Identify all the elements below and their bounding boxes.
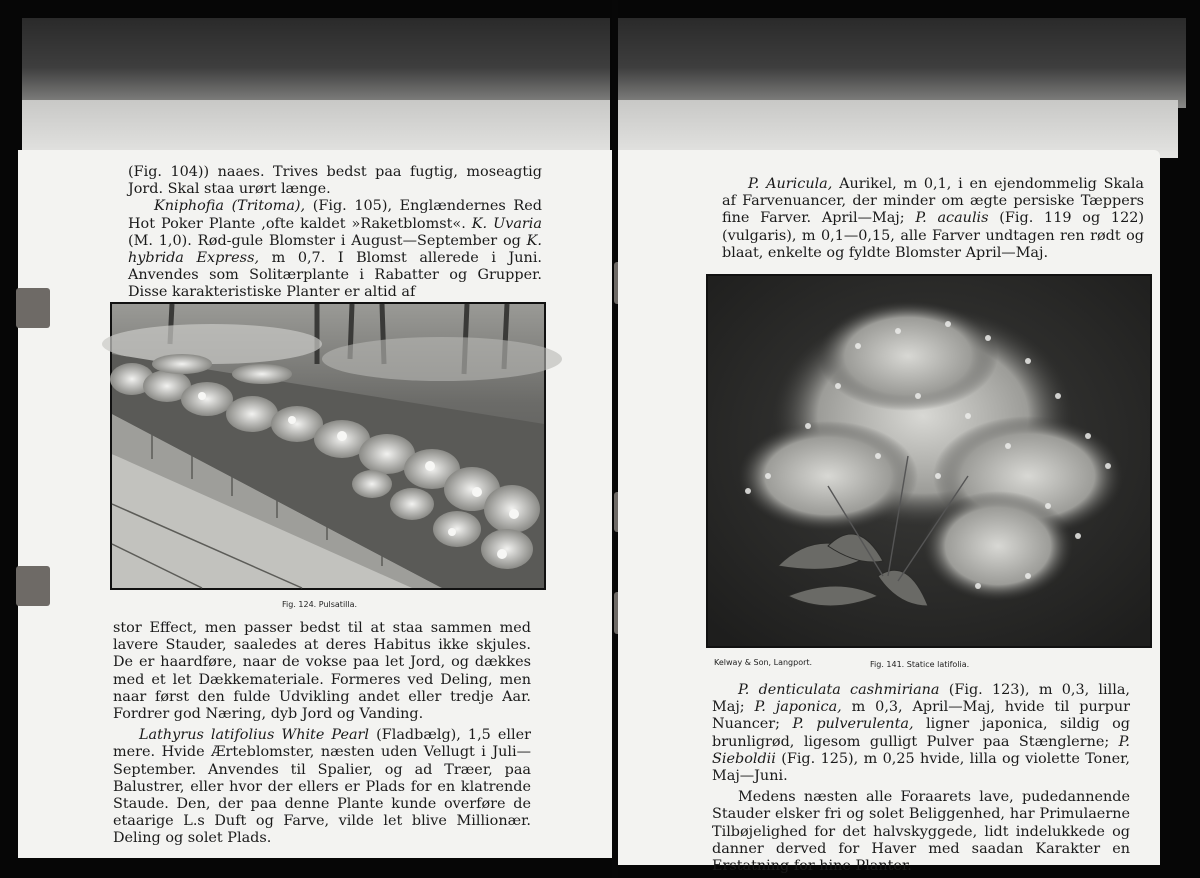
statice-photo xyxy=(706,274,1152,648)
japonica-name: P. japonica, xyxy=(754,699,842,716)
binding-tab-left-1 xyxy=(16,288,50,328)
right-page xyxy=(618,150,1160,875)
right-text-top xyxy=(722,176,1144,262)
auricula-text-1: Aurikel, m 0,1, i en ejendommelig Skala af Farvenuancer, der minder om ægte persiske Tæppers fine Farver. April—Maj; xyxy=(722,176,1144,227)
pulsatilla-caption: Fig. 124. Pulsatilla. xyxy=(282,600,358,609)
left-paragraph-3: stor Effect, men passer bedst til at staa sammen med lavere Stauder, saaledes at deres Habitus ikke skjules. De er haardføre, naar de vokse paa let Jord, og dækkes med et let Dækkemateriale. Formeres ved Deling, men naar først den fulde Udvikling andet eller tredje Aar. Fordrer god Næring, dyb Jord og Vanding. xyxy=(113,620,531,723)
left-text-top xyxy=(128,164,542,302)
kniphofia-hybrida: K. hybrida Express, xyxy=(128,232,542,267)
auricula-name: P. Auricula, xyxy=(748,176,833,192)
left-paragraph-lathyrus xyxy=(113,727,531,847)
book-shadow-left xyxy=(22,18,610,108)
left-page xyxy=(18,150,612,858)
statice-caption: Fig. 141. Statice latifolia. xyxy=(870,660,970,669)
left-paragraph-kniphofia xyxy=(128,198,542,301)
lathyrus-name: Lathyrus latifolius White Pearl xyxy=(139,727,370,744)
denticulata-text-4: (Fig. 125), m 0,25 hvide, lilla og violette Toner, Maj—Juni. xyxy=(712,750,1130,785)
kniphofia-text-3: m 0,7. I Blomst allerede i Juni. Anvendes som Solitærplante i Rabatter og Grupper. Disse karakteristiske Planter er altid af xyxy=(128,250,542,301)
auricula-text-2: (Fig. 119 og 122) (vulgaris), m 0,1—0,15, alle Farver undtagen ren rødt og blaat, enkelte og fyldte Blomster April—Maj. xyxy=(722,210,1144,261)
denticulata-text-1: (Fig. 123), m 0,3, lilla, Maj; xyxy=(712,682,1130,716)
kniphofia-uvaria: K. Uvaria xyxy=(471,215,542,232)
right-text-bottom xyxy=(712,682,1130,875)
lathyrus-text: (Fladbælg), 1,5 eller mere. Hvide Ærteblomster, næsten uden Vellugt i Juli—September. Anvendes til Spalier, og ad Træer, paa Balustrer, eller hvor der ellers er Plads for en klatrende Staude. Den, der paa denne Plante kunde overføre de etaarige L.s Duft og Farve, vilde let blive Millionær. Deling og solet Plads. xyxy=(113,727,531,847)
binding-tab-left-2 xyxy=(16,566,50,606)
kniphofia-text-2: (M. 1,0). Rød-gule Blomster i August—September og xyxy=(128,232,527,249)
photo-credit: Kelway & Son, Langport. xyxy=(714,658,813,667)
denticulata-text-2: m 0,3, April—Maj, hvide til purpur Nuancer; xyxy=(712,699,1131,733)
right-paragraph-auricula xyxy=(722,176,1144,262)
left-text-bottom xyxy=(113,620,531,848)
book-shadow-right xyxy=(618,18,1186,108)
kniphofia-text-1: (Fig. 105), Englændernes Red Hot Poker Plante ,ofte kaldet »Raketblomst«. xyxy=(128,198,542,232)
pulverulenta-name: P. pulverulenta, xyxy=(792,716,914,733)
pulsatilla-photo xyxy=(110,302,546,590)
denticulata-text-3: ligner japonica, sildig og brunligrød, ligesom gulligt Pulver paa Stænglerne; xyxy=(712,716,1130,750)
right-paragraph-3: Medens næsten alle Foraarets lave, pudedannende Stauder elsker fri og solet Beliggenhed, har Primulaerne Tilbøjelighed for det halvskyggede, lidt indelukkede og danner derved for Haver med saadan Karakter en Erstatning for hine Planter. xyxy=(712,789,1130,875)
sieboldii-name: P. Sieboldii xyxy=(712,733,1130,767)
kniphofia-name: Kniphofia (Tritoma), xyxy=(154,198,306,215)
denticulata-name: P. denticulata cashmiriana xyxy=(738,682,940,698)
left-paragraph-1: (Fig. 104)) naaes. Trives bedst paa fugtig, moseagtig Jord. Skal staa urørt længe. xyxy=(128,164,542,198)
acaulis-name: P. acaulis xyxy=(915,210,989,227)
right-paragraph-denticulata xyxy=(712,682,1130,785)
